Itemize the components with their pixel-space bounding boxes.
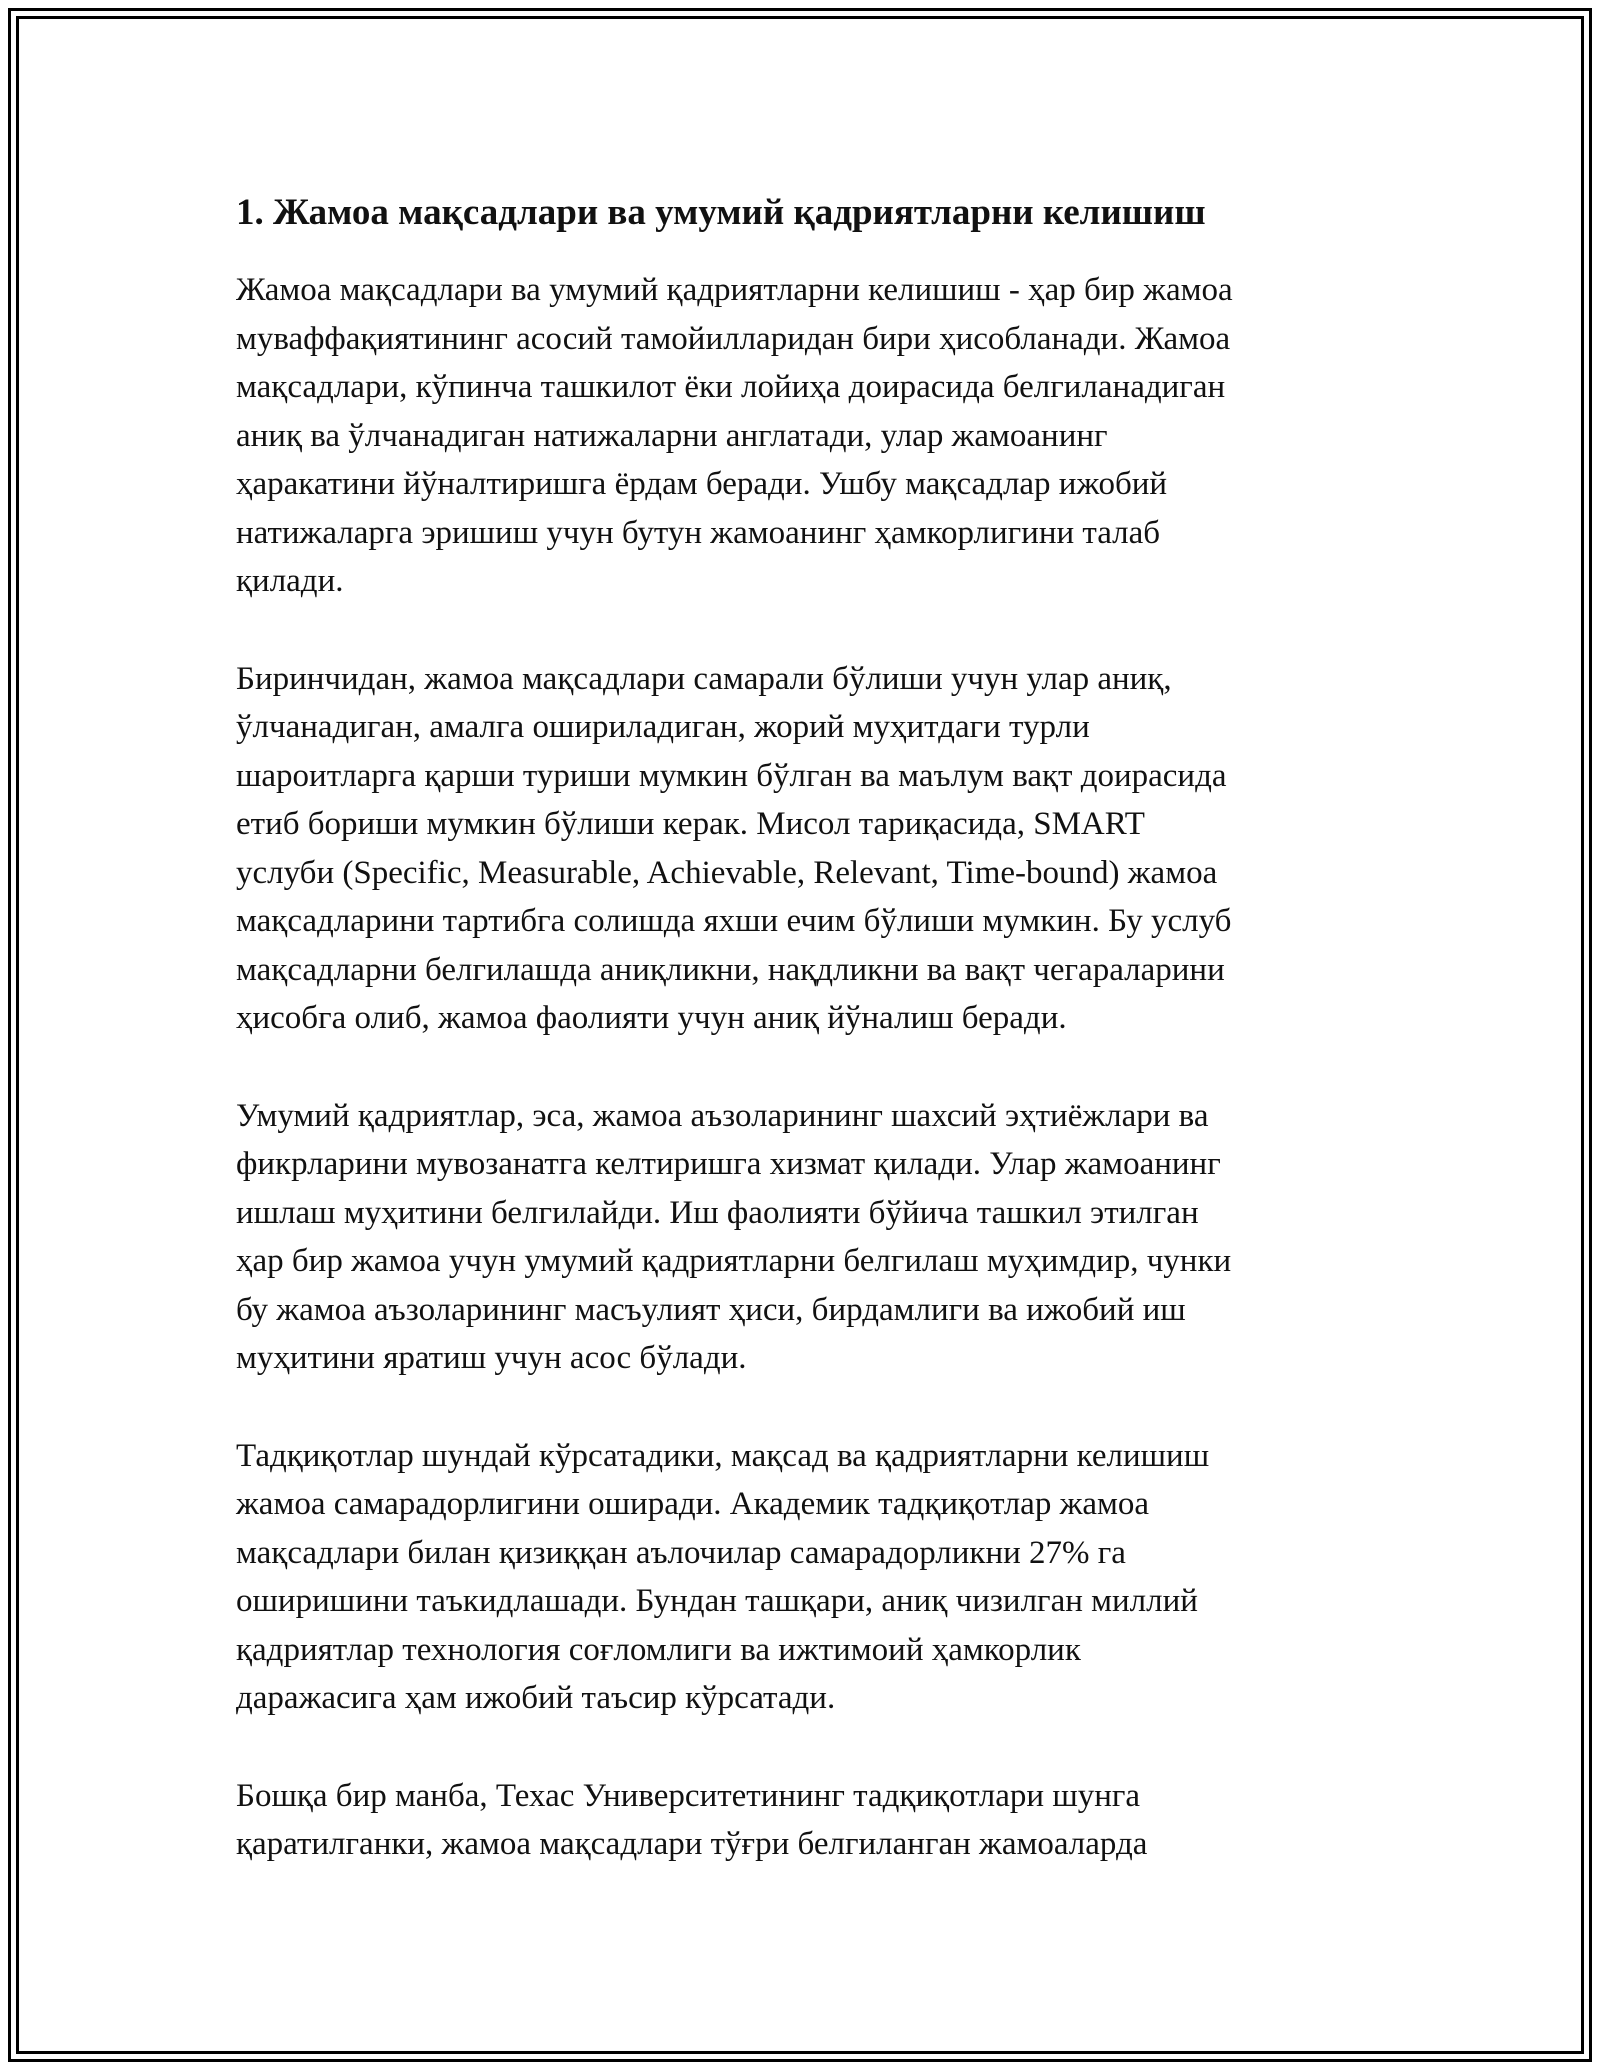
paragraph-3: Умумий қадриятлар, эса, жамоа аъзоларининг шахсий эҳтиёжлари ва фикрларини мувозанатга келтиришга хизмат қилади. Улар жамоанинг ишлаш муҳитини белгилайди. Иш фаолияти бўйича ташкил этилган ҳар бир жамоа учун умумий қадриятларни белгилаш муҳимдир, чунки бу жамоа аъзоларининг масъулият ҳиси, бирдамлиги ва ижобий иш муҳитини яратиш учун асос бўлади. <box>236 1097 1232 1376</box>
document-body <box>236 187 1366 1918</box>
section-heading: 1. Жамоа мақсадлари ва умумий қадриятларни келишиш <box>236 192 1206 233</box>
paragraph-2: Биринчидан, жамоа мақсадлари самарали бўлиши учун улар аниқ, ўлчанадиган, амалга ошириладиган, жорий муҳитдаги турли шароитларга қарши туриши мумкин бўлган ва маълум вақт доирасида етиб бориши мумкин бўлиши керак. Мисол тариқасида, SMART услуби (Specific, Measurable, Achievable, Relevant, Time-bound) жамоа мақсадларини тартибга солишда яхши ечим бўлиши мумкин. Бу услуб мақсадларни белгилашда аниқликни, нақдликни ва вақт чегараларини ҳисобга олиб, жамоа фаолияти учун аниқ йўналиш беради. <box>236 660 1232 1036</box>
paragraph-5: Бошқа бир манба, Техас Университетининг тадқиқотлари шунга қаратилганки, жамоа мақсадлари тўғри белгиланган жамоаларда <box>236 1777 1148 1862</box>
paragraph-4: Тадқиқотлар шундай кўрсатадики, мақсад ва қадриятларни келишиш жамоа самарадорлигини оширади. Академик тадқиқотлар жамоа мақсадлари билан қизиққан аълочилар самарадорликни 27% га оширишини таъкидлашади. Бундан ташқари, аниқ чизилган миллий қадриятлар технология соғломлиги ва ижтимоий ҳамкорлик даражасига ҳам ижобий таъсир кўрсатади. <box>236 1437 1210 1716</box>
paragraph-1: Жамоа мақсадлари ва умумий қадриятларни келишиш - ҳар бир жамоа муваффақиятининг асосий тамойилларидан бири ҳисобланади. Жамоа мақсадлари, кўпинча ташкилот ёки лойиҳа доирасида белгиланадиган аниқ ва ўлчанадиган натижаларни англатади, улар жамоанинг ҳаракатини йўналтиришга ёрдам беради. Ушбу мақсадлар ижобий натижаларга эришиш учун бутун жамоанинг ҳамкорлигини талаб қилади. <box>236 272 1233 599</box>
